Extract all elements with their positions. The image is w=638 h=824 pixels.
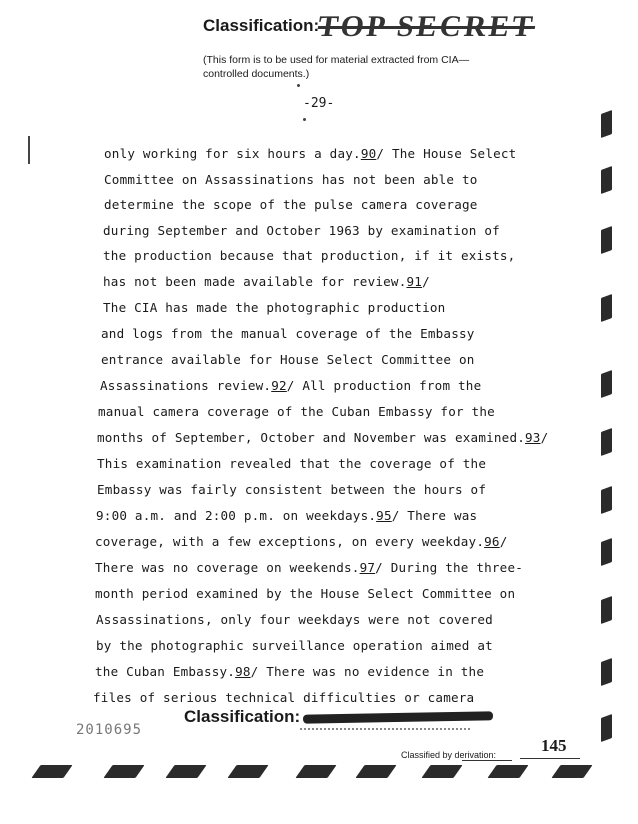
body-line [97,482,486,497]
body-text-run: the production because that production, if it exists, [103,248,516,263]
derivation-line [462,760,512,761]
body-text-run: / [422,274,430,289]
top-secret-stamp: TOP SECRET [315,10,538,43]
edge-mark [295,765,336,778]
edge-mark [551,765,592,778]
body-line [98,404,495,419]
body-text-run: coverage, with a few exceptions, on every weekday. [95,534,485,549]
body-line [104,172,478,187]
edge-mark [601,596,612,624]
footnote-reference: 90 [360,146,377,161]
edge-mark [227,765,268,778]
edge-mark [31,765,72,778]
edge-mark [601,486,612,514]
body-text-run: / There was [391,508,478,523]
body-line [101,352,475,367]
edge-mark [601,658,612,686]
body-text-run: / [540,430,549,445]
body-text-run: during September and October 1963 by examination of [103,223,500,238]
document-id: 2010695 [76,722,143,738]
footnote-reference: 97 [359,560,376,575]
body-text-run: entrance available for House Select Committee on [101,352,475,367]
footer-classification-label: Classification: [184,707,301,726]
edge-mark [421,765,462,778]
body-line [103,223,500,238]
body-text-run: by the photographic surveillance operation aimed at [96,638,493,653]
page-count: 145 [541,736,567,755]
body-line [103,274,430,289]
body-text-run: determine the scope of the pulse camera coverage [104,197,478,212]
body-line [104,146,516,161]
page-number: -29- [303,96,335,111]
body-text-run: 9:00 a.m. and 2:00 p.m. on weekdays. [96,508,377,523]
body-text-run: months of September, October and November was examined. [97,430,526,445]
body-text-run: Committee on Assassinations has not been able to [104,172,478,187]
body-line [95,534,507,549]
form-note: (This form is to be used for material extracted from CIA—controlled documents.) [203,54,470,80]
body-line [96,508,477,523]
body-text-run: / There was no evidence in the [250,664,485,679]
scan-mark [303,118,306,121]
body-line [95,560,523,575]
footnote-reference: 92 [271,378,287,393]
redacted-stamp [303,711,493,723]
header-classification-label: Classification: [203,16,320,35]
body-text-run: Assassinations, only four weekdays were not covered [96,612,493,627]
body-text-run: month period examined by the House Select Committee on [95,586,516,601]
margin-mark [28,136,30,164]
body-text-run: There was no coverage on weekends. [95,560,360,575]
body-line [101,326,475,341]
footnote-reference: 91 [406,274,423,289]
body-text-run: manual camera coverage of the Cuban Embassy for the [98,404,495,419]
derivation-label: Classified by derivation: [401,750,497,760]
footnote-reference: 95 [376,508,392,523]
body-line [93,690,474,705]
body-text-run: and logs from the manual coverage of the Embassy [101,326,475,341]
body-line [100,378,481,393]
edge-mark [601,428,612,456]
edge-mark [103,765,144,778]
body-text-run: Assassinations review. [100,378,272,393]
edge-mark [601,714,612,742]
footnote-reference: 96 [484,534,500,549]
body-text-run: only working for six hours a day. [104,146,361,161]
body-text-run: / The House Select [376,146,517,161]
body-line [103,300,445,315]
redacted-stamp-residue [300,728,470,752]
body-text-run: This examination revealed that the coverage of the [97,456,487,471]
edge-mark [601,370,612,398]
body-text-run: Embassy was fairly consistent between the hours of [97,482,487,497]
body-text-run: files of serious technical difficulties or camera [93,690,475,705]
scan-mark [297,84,300,87]
footnote-reference: 98 [235,664,251,679]
edge-mark [601,166,612,194]
body-text-run: / During the three- [375,560,524,575]
body-text-run: the Cuban Embassy. [95,664,236,679]
body-line [97,456,486,471]
body-line [104,197,478,212]
body-line [96,612,493,627]
body-text-run: / All production from the [286,378,482,393]
edge-mark [165,765,206,778]
body-line [97,430,548,445]
edge-mark [355,765,396,778]
footnote-reference: 93 [525,430,541,445]
body-text-run: / [499,534,508,549]
edge-mark [601,294,612,322]
edge-mark [601,538,612,566]
body-text-run: has not been made available for review. [103,274,407,289]
edge-mark [487,765,528,778]
body-line [103,248,515,263]
body-text-run: The CIA has made the photographic production [103,300,446,315]
edge-mark [601,110,612,138]
body-line [95,664,484,679]
page-count-line [520,758,580,759]
body-line [95,586,515,601]
body-line [96,638,493,653]
edge-mark [601,226,612,254]
